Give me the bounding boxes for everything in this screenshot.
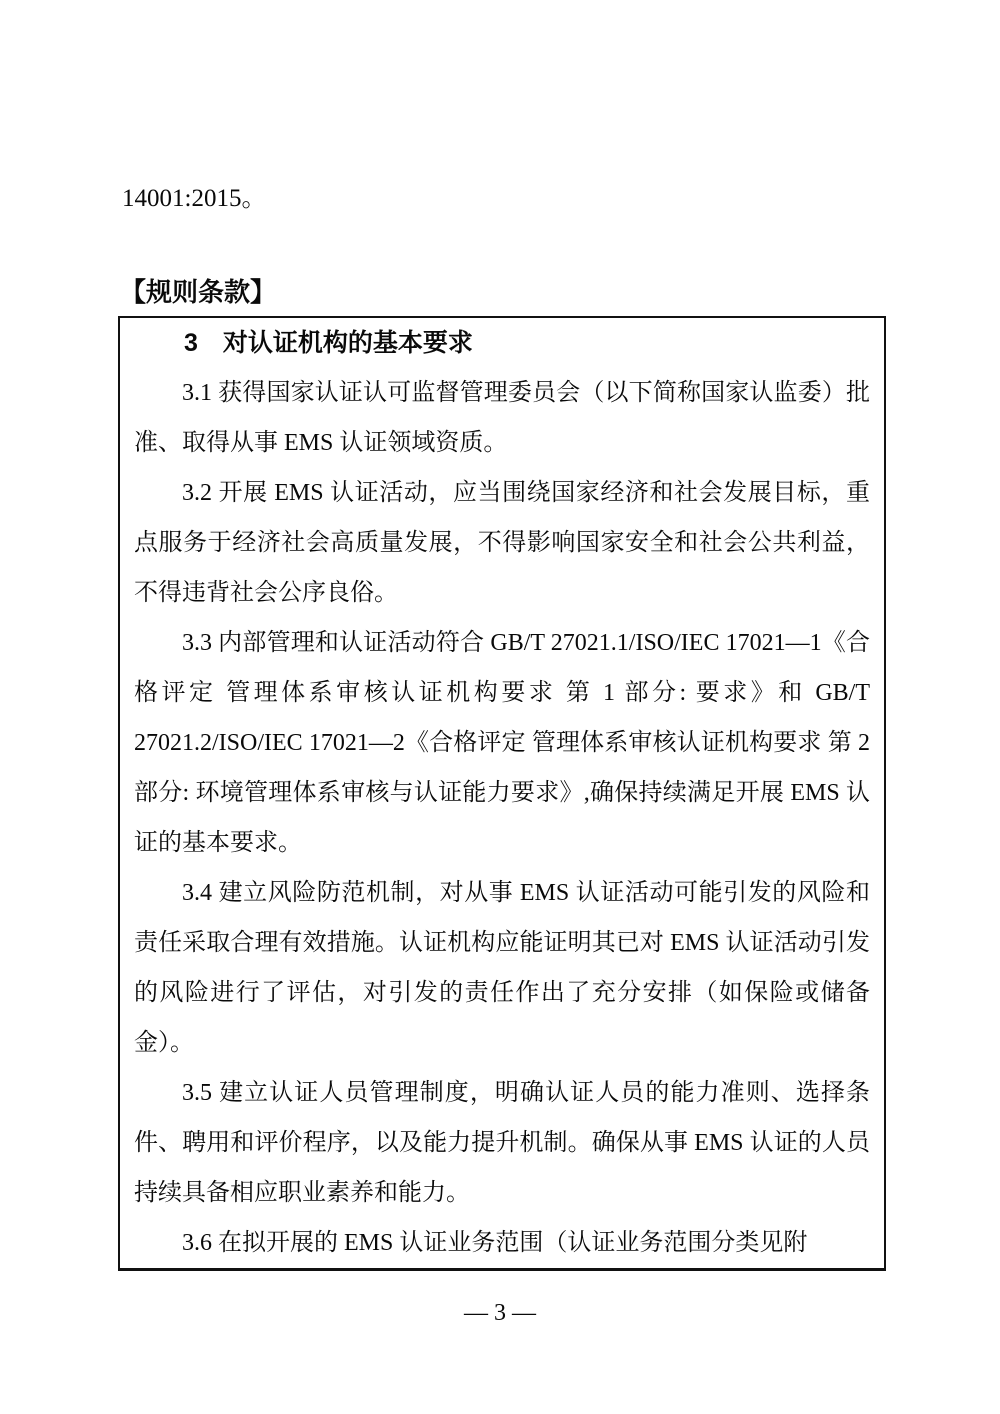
clause-3-1: 3.1 获得国家认证认可监督管理委员会（以下简称国家认监委）批准、取得从事 EMS 认证领域资质。 [134,380,870,456]
clause-3-5: 3.5 建立认证人员管理制度，明确认证人员的能力准则、选择条件、聘用和评价程序，以及能力提升机制。确保从事 EMS 认证的人员持续具备相应职业素养和能力。 [134,1080,870,1206]
clause-3-3: 3.3 内部管理和认证活动符合 GB/T 27021.1/ISO/IEC 17021—1《合格评定 管理体系审核认证机构要求 第 1 部分: 要求》和 GB/T 27021.2/ISO/IEC 17021—2《合格评定 管理体系审核认证机构要求 第 2 部分: 环境管理体系审核与认证能力要求》,确保持续满足开展 EMS 认证的基本要求。 [134,630,870,856]
page-number: — 3 — [464,1300,536,1326]
continuation-text: 14001:2015。 [122,185,267,212]
rules-box [118,316,886,1271]
clause-3-4: 3.4 建立风险防范机制，对从事 EMS 认证活动可能引发的风险和责任采取合理有效措施。认证机构应能证明其已对 EMS 认证活动引发的风险进行了评估，对引发的责任作出了充分安排（如保险或储备金）。 [134,880,870,1056]
section-heading: 【规则条款】 [120,277,277,307]
rules-box-title: 3 对认证机构的基本要求 [184,329,473,357]
clause-3-6: 3.6 在拟开展的 EMS 认证业务范围（认证业务范围分类见附 [182,1230,808,1256]
clause-3-2: 3.2 开展 EMS 认证活动，应当围绕国家经济和社会发展目标，重点服务于经济社会高质量发展，不得影响国家安全和社会公共利益，不得违背社会公序良俗。 [134,480,870,606]
